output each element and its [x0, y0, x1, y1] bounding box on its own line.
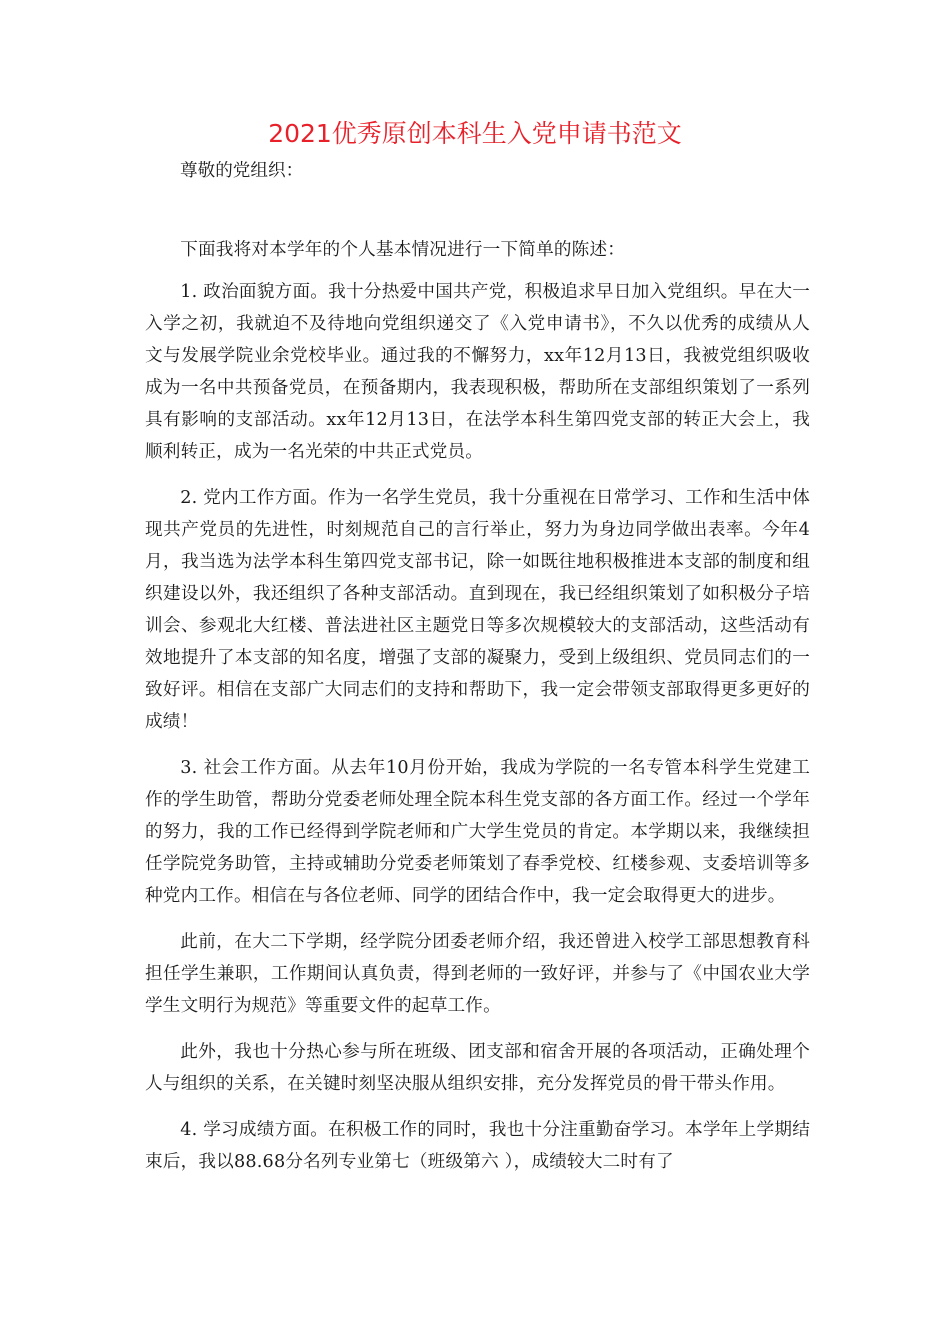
paragraph-social-work: 3. 社会工作方面。从去年10月份开始，我成为学院的一名专管本科学生党建工作的学生助管，帮助分党委老师处理全院本科生党支部的各方面工作。经过一个学年的努力，我的工作已经得到学院老师和广大学生党员的肯定。本学期以来，我继续担任学院党务助管，主持或辅助分党委老师策划了春季党校、红楼参观、支委培训等多种党内工作。相信在与各位老师、同学的团结合作中，我一定会取得更大的进步。	[145, 758, 810, 906]
paragraph-study: 4. 学习成绩方面。在积极工作的同时，我也十分注重勤奋学习。本学年上学期结束后，我以88.68分名列专业第七（班级第六 ），成绩较大二时有了	[145, 1120, 810, 1172]
paragraph-previous: 此前，在大二下学期，经学院分团委老师介绍，我还曾进入校学工部思想教育科担任学生兼职，工作期间认真负责，得到老师的一致好评，并参与了《中国农业大学学生文明行为规范》等重要文件的起草工作。	[145, 932, 810, 1016]
document-body	[145, 234, 810, 1192]
document-title: 2021优秀原创本科生入党申请书范文	[268, 119, 682, 148]
paragraph-party-work: 2. 党内工作方面。作为一名学生党员，我十分重视在日常学习、工作和生活中体现共产党员的先进性，时刻规范自己的言行举止，努力为身边同学做出表率。今年4月，我当选为法学本科生第四党支部书记，除一如既往地积极推进本支部的制度和组织建设以外，我还组织了各种支部活动。直到现在，我已经组织策划了如积极分子培训会、参观北大红楼、普法进社区主题党日等多次规模较大的支部活动，这些活动有效地提升了本支部的知名度，增强了支部的凝聚力，受到上级组织、党员同志们的一致好评。相信在支部广大同志们的支持和帮助下，我一定会带领支部取得更多更好的成绩！	[145, 488, 810, 732]
paragraph-intro: 下面我将对本学年的个人基本情况进行一下简单的陈述：	[180, 240, 626, 260]
paragraph-political: 1. 政治面貌方面。我十分热爱中国共产党，积极追求早日加入党组织。早在大一入学之初，我就迫不及待地向党组织递交了《入党申请书》，不久以优秀的成绩从人文与发展学院业余党校毕业。通过我的不懈努力，xx年12月13日，我被党组织吸收成为一名中共预备党员，在预备期内，我表现积极，帮助所在支部组织策划了一系列具有影响的支部活动。xx年12月13日，在法学本科生第四党支部的转正大会上，我顺利转正，成为一名光荣的中共正式党员。	[145, 282, 810, 462]
salutation: 尊敬的党组织：	[180, 161, 304, 181]
paragraph-besides: 此外，我也十分热心参与所在班级、团支部和宿舍开展的各项活动，正确处理个人与组织的关系，在关键时刻坚决服从组织安排，充分发挥党员的骨干带头作用。	[145, 1042, 810, 1094]
